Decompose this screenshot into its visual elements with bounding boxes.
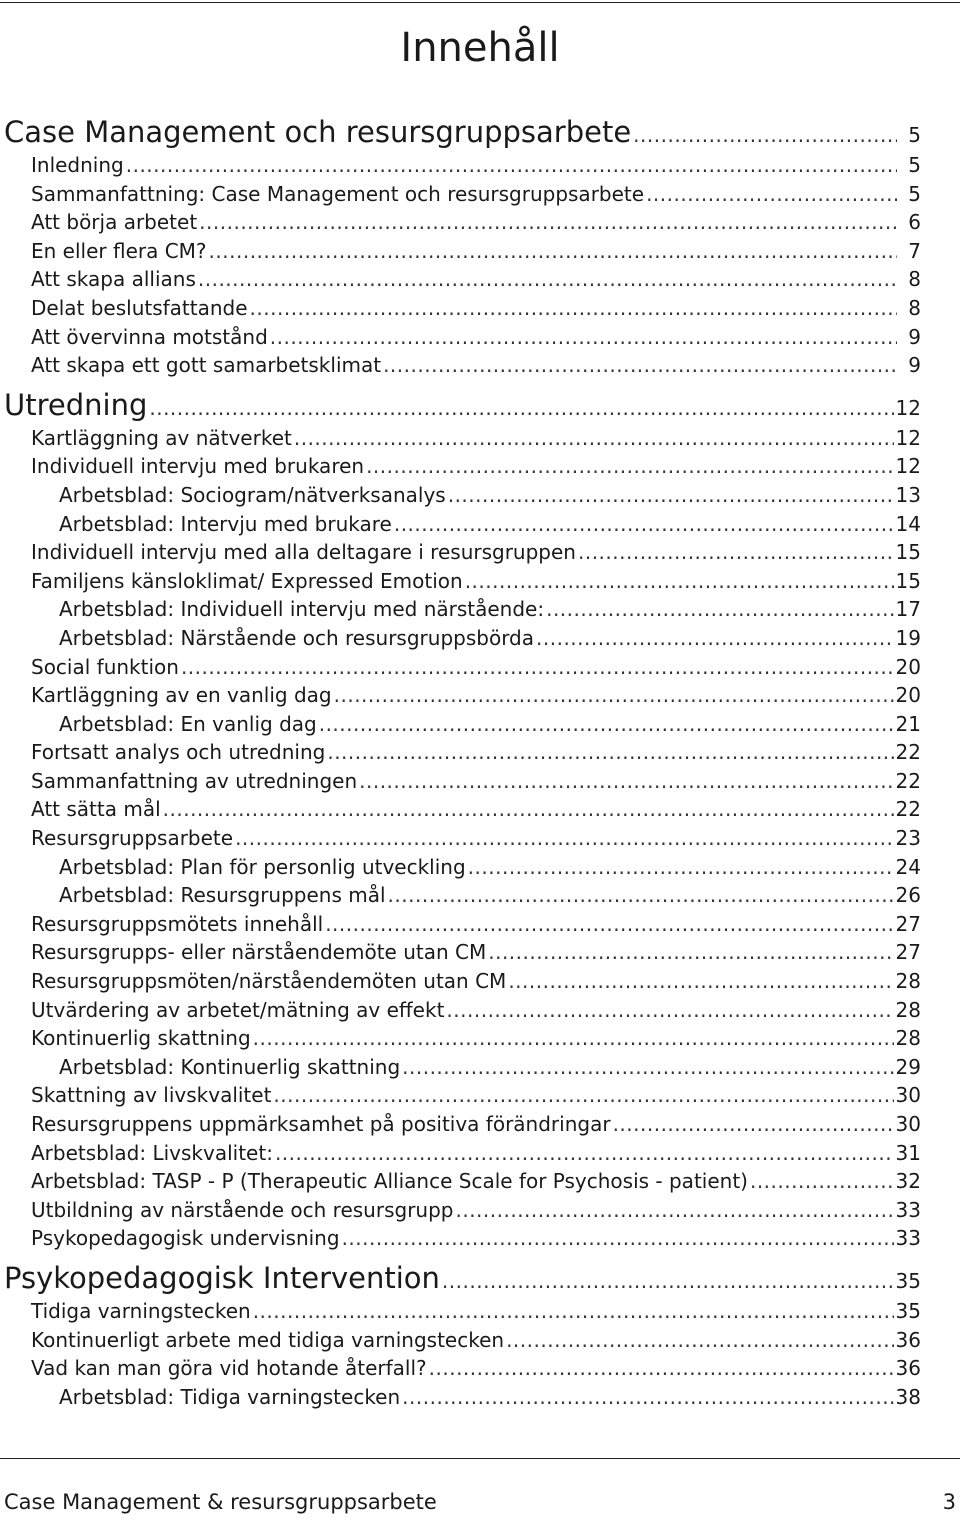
toc-entry-page: 20: [895, 683, 921, 708]
toc-entry-label: Att börja arbetet: [31, 210, 198, 235]
toc-entry[interactable]: [0, 1167, 960, 1196]
toc-entry-page: 8: [908, 295, 921, 320]
toc-entry[interactable]: [0, 681, 960, 710]
toc-entry[interactable]: [0, 1081, 960, 1110]
dot-leader: [468, 853, 894, 882]
toc-entry-label: Arbetsblad: Kontinuerlig skattning: [59, 1054, 401, 1079]
toc-entry-page: 28: [895, 997, 921, 1022]
toc-entry-label: Utbildning av närstående och resursgrupp: [31, 1197, 454, 1222]
toc-entry-page: 23: [895, 826, 921, 851]
toc-entry-label: Psykopedagogisk undervisning: [31, 1226, 340, 1251]
toc-section-entry[interactable]: [0, 1259, 960, 1297]
toc-entry[interactable]: [0, 323, 960, 352]
toc-entry-page: 8: [908, 267, 921, 292]
dot-leader: [250, 294, 897, 323]
dot-leader: [646, 180, 897, 209]
bottom-rule: [0, 1458, 960, 1459]
toc-entry-label: Att skapa allians: [31, 267, 196, 292]
dot-leader: [270, 323, 897, 352]
dot-leader: [506, 1326, 893, 1355]
toc-entry-label: Arbetsblad: Intervju med brukare: [59, 511, 392, 536]
toc-entry[interactable]: [0, 738, 960, 767]
page-title: Innehåll: [400, 25, 560, 71]
toc-entry[interactable]: [0, 180, 960, 209]
toc-entry-page: 26: [895, 883, 921, 908]
toc-entry-page: 29: [895, 1054, 921, 1079]
toc-entry-page: 36: [895, 1356, 921, 1381]
toc-entry-label: Resursgruppsmöten/närståendemöten utan CM: [31, 969, 507, 994]
toc-entry-page: 27: [895, 911, 921, 936]
toc-entry-page: 35: [895, 1268, 921, 1293]
toc-entry[interactable]: [0, 853, 960, 882]
toc-entry-page: 17: [895, 597, 921, 622]
toc-entry[interactable]: [0, 1139, 960, 1168]
dot-leader: [442, 1262, 894, 1300]
toc-entry-label: Delat beslutsfattande: [31, 295, 248, 320]
toc-entry[interactable]: [0, 710, 960, 739]
toc-entry-label: Utredning: [4, 387, 148, 422]
toc-entry-page: 36: [895, 1327, 921, 1352]
dot-leader: [446, 996, 893, 1025]
toc-entry[interactable]: [0, 767, 960, 796]
dot-leader: [198, 265, 897, 294]
toc-entry-label: Kartläggning av en vanlig dag: [31, 683, 332, 708]
toc-entry-page: 35: [895, 1298, 921, 1323]
toc-entry-page: 24: [895, 854, 921, 879]
table-of-contents: [0, 113, 960, 1411]
toc-entry[interactable]: [0, 795, 960, 824]
dot-leader: [199, 208, 897, 237]
toc-entry[interactable]: [0, 1053, 960, 1082]
toc-entry-page: 19: [895, 625, 921, 650]
toc-entry-label: Psykopedagogisk Intervention: [4, 1260, 440, 1295]
toc-section-entry[interactable]: [0, 113, 960, 151]
toc-entry-label: Resursgruppsarbete: [31, 826, 234, 851]
toc-entry-page: 6: [908, 210, 921, 235]
toc-entry-label: Inledning: [31, 153, 124, 177]
toc-entry-label: En eller flera CM?: [31, 238, 207, 263]
toc-entry-label: Arbetsblad: En vanlig dag: [59, 711, 317, 736]
toc-entry-label: Arbetsblad: Tidiga varningstecken: [59, 1384, 401, 1409]
toc-entry-page: 28: [895, 1026, 921, 1051]
toc-section-entry[interactable]: [0, 386, 960, 424]
dot-leader: [402, 1053, 893, 1082]
toc-entry-label: Att sätta mål: [31, 797, 161, 822]
toc-entry[interactable]: [0, 237, 960, 266]
toc-entry[interactable]: [0, 265, 960, 294]
toc-entry-page: 5: [908, 123, 921, 147]
dot-leader: [383, 351, 897, 380]
toc-entry-page: 22: [895, 740, 921, 765]
dot-leader: [613, 1110, 894, 1139]
toc-entry-page: 22: [895, 768, 921, 793]
toc-entry-page: 5: [908, 181, 921, 206]
footer-title: Case Management & resursgruppsarbete: [4, 1490, 437, 1514]
toc-entry-label: Arbetsblad: Sociogram/nätverksanalys: [59, 482, 446, 507]
toc-entry[interactable]: [0, 938, 960, 967]
toc-entry-label: Sammanfattning: Case Management och resursgruppsarbete: [31, 181, 645, 206]
dot-leader: [209, 237, 897, 266]
toc-entry-page: 33: [895, 1226, 921, 1251]
dot-leader: [546, 595, 893, 624]
dot-leader: [508, 967, 893, 996]
toc-entry[interactable]: [0, 1354, 960, 1383]
toc-entry-label: Arbetsblad: Livskvalitet:: [31, 1140, 273, 1165]
toc-entry-page: 27: [895, 940, 921, 965]
toc-entry[interactable]: [0, 151, 960, 180]
dot-leader: [455, 1196, 893, 1225]
dot-leader: [536, 624, 894, 653]
toc-entry[interactable]: [0, 967, 960, 996]
toc-entry-page: 7: [908, 238, 921, 263]
dot-leader: [429, 1354, 894, 1383]
toc-entry-label: Tidiga varningstecken: [31, 1298, 251, 1323]
toc-entry-label: Arbetsblad: Närstående och resursgruppsbörda: [59, 625, 535, 650]
toc-entry-label: Kartläggning av nätverket: [31, 425, 292, 450]
dot-leader: [273, 1081, 893, 1110]
dot-leader: [402, 1383, 893, 1412]
toc-entry-page: 12: [895, 425, 921, 450]
toc-entry-page: 32: [895, 1169, 921, 1194]
toc-entry[interactable]: [0, 510, 960, 539]
toc-entry[interactable]: [0, 1297, 960, 1326]
toc-entry-page: 14: [895, 511, 921, 536]
dot-leader: [163, 795, 894, 824]
toc-entry-page: 9: [908, 353, 921, 378]
toc-entry-label: Individuell intervju med brukaren: [31, 454, 365, 479]
toc-entry[interactable]: [0, 595, 960, 624]
toc-entry[interactable]: [0, 424, 960, 453]
toc-entry-label: Case Management och resursgruppsarbete: [4, 115, 632, 149]
toc-entry-label: Familjens känsloklimat/ Expressed Emotion: [31, 568, 463, 593]
toc-entry[interactable]: [0, 1024, 960, 1053]
toc-entry-label: Resursgruppens uppmärksamhet på positiva förändringar: [31, 1112, 611, 1136]
toc-entry[interactable]: [0, 1110, 960, 1139]
toc-entry-page: 15: [895, 540, 921, 565]
dot-leader: [342, 1224, 894, 1253]
toc-entry-page: 5: [908, 153, 921, 177]
top-rule: [0, 2, 960, 3]
dot-leader: [275, 1139, 894, 1168]
toc-entry[interactable]: [0, 351, 960, 380]
toc-entry-page: 31: [895, 1140, 921, 1165]
dot-leader: [488, 938, 893, 967]
toc-entry-page: 30: [895, 1112, 921, 1136]
toc-entry[interactable]: [0, 1196, 960, 1225]
dot-leader: [334, 681, 894, 710]
footer-page-number: 3: [942, 1490, 956, 1514]
dot-leader: [327, 738, 893, 767]
toc-entry-page: 28: [895, 969, 921, 994]
toc-entry-page: 12: [895, 454, 921, 479]
dot-leader: [359, 767, 893, 796]
toc-entry-label: Resursgruppsmötets innehåll: [31, 911, 324, 936]
dot-leader: [253, 1297, 894, 1326]
dot-leader: [126, 151, 897, 180]
toc-entry-label: Skattning av livskvalitet: [31, 1083, 272, 1108]
toc-entry-label: Arbetsblad: TASP - P (Therapeutic Alliance Scale for Psychosis - patient): [31, 1169, 748, 1194]
toc-entry-page: 20: [895, 654, 921, 679]
dot-leader: [294, 424, 894, 453]
dot-leader: [235, 824, 893, 853]
toc-entry[interactable]: [0, 208, 960, 237]
dot-leader: [448, 481, 894, 510]
toc-entry[interactable]: [0, 996, 960, 1025]
toc-entry[interactable]: [0, 1224, 960, 1253]
toc-entry[interactable]: [0, 294, 960, 323]
dot-leader: [388, 881, 894, 910]
toc-entry-label: Fortsatt analys och utredning: [31, 740, 326, 765]
toc-entry-label: Att övervinna motstånd: [31, 324, 268, 349]
toc-entry-label: Utvärdering av arbetet/mätning av effekt: [31, 997, 445, 1022]
toc-entry-label: Vad kan man göra vid hotande återfall?: [31, 1356, 427, 1381]
dot-leader: [325, 910, 893, 939]
toc-entry-page: 22: [895, 797, 921, 822]
toc-entry-label: Arbetsblad: Resursgruppens mål: [59, 883, 386, 908]
toc-entry[interactable]: [0, 1326, 960, 1355]
toc-entry-page: 33: [895, 1197, 921, 1222]
toc-entry-label: Sammanfattning av utredningen: [31, 768, 358, 793]
dot-leader: [465, 567, 894, 596]
toc-entry-label: Kontinuerlig skattning: [31, 1026, 251, 1051]
toc-entry-page: 15: [895, 568, 921, 593]
dot-leader: [578, 538, 894, 567]
dot-leader: [750, 1167, 894, 1196]
toc-entry-label: Resursgrupps- eller närståendemöte utan CM: [31, 940, 487, 965]
toc-entry-label: Individuell intervju med alla deltagare i resursgruppen: [31, 540, 576, 565]
toc-entry-page: 21: [895, 711, 921, 736]
toc-entry-page: 30: [895, 1083, 921, 1108]
toc-entry-label: Arbetsblad: Individuell intervju med närstående:: [59, 597, 545, 622]
toc-entry[interactable]: [0, 538, 960, 567]
toc-entry[interactable]: [0, 624, 960, 653]
toc-entry-page: 13: [895, 482, 921, 507]
dot-leader: [633, 116, 897, 154]
toc-entry[interactable]: [0, 881, 960, 910]
toc-entry[interactable]: [0, 567, 960, 596]
dot-leader: [394, 510, 894, 539]
toc-entry[interactable]: [0, 481, 960, 510]
toc-entry-label: Kontinuerligt arbete med tidiga varningstecken: [31, 1327, 505, 1352]
dot-leader: [366, 452, 893, 481]
dot-leader: [149, 389, 893, 427]
dot-leader: [319, 710, 894, 739]
dot-leader: [181, 653, 894, 682]
toc-entry-page: 9: [908, 324, 921, 349]
toc-entry[interactable]: [0, 1383, 960, 1412]
toc-entry[interactable]: [0, 452, 960, 481]
toc-entry-label: Arbetsblad: Plan för personlig utveckling: [59, 854, 466, 879]
toc-entry[interactable]: [0, 910, 960, 939]
dot-leader: [253, 1024, 894, 1053]
toc-entry-page: 38: [895, 1384, 921, 1409]
toc-entry-label: Att skapa ett gott samarbetsklimat: [31, 353, 382, 378]
toc-entry-label: Social funktion: [31, 654, 179, 679]
toc-entry[interactable]: [0, 824, 960, 853]
toc-entry[interactable]: [0, 653, 960, 682]
toc-entry-page: 12: [895, 395, 921, 420]
